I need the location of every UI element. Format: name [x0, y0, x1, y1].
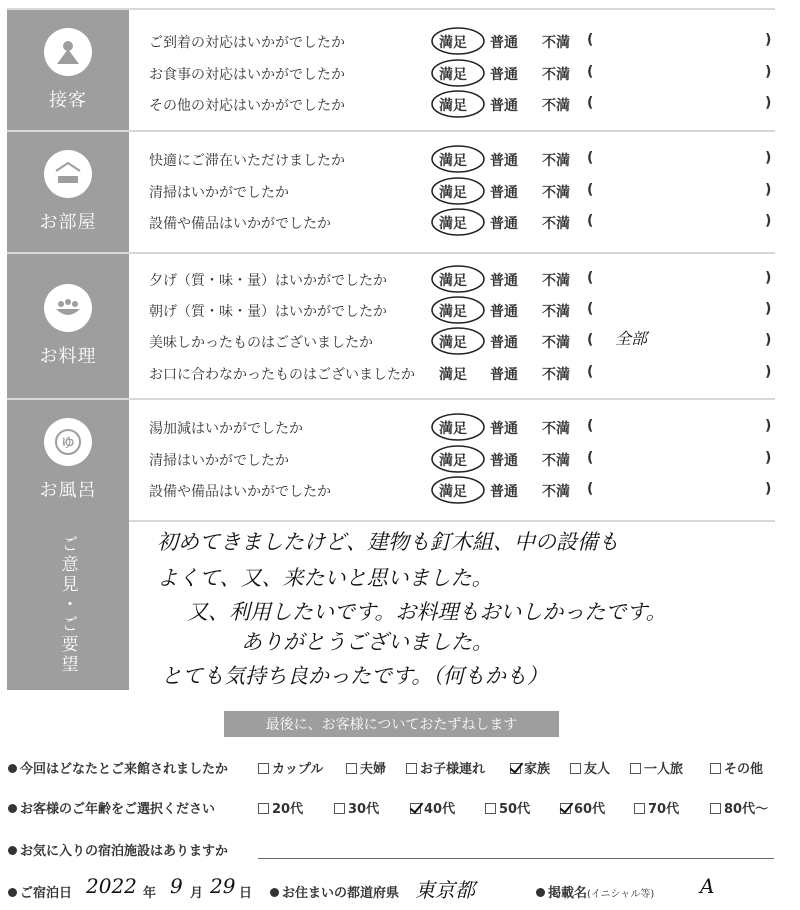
publish-label: 掲載名(イニシャル等) [536, 882, 654, 901]
day-unit: 日 [239, 886, 253, 901]
paren-right: ) [765, 418, 772, 434]
option-normal[interactable]: 普通 [490, 367, 518, 383]
question-text: 清掃はいかがでしたか [149, 185, 289, 201]
option-normal[interactable]: 普通 [490, 335, 518, 351]
option-satisfied[interactable]: 満足 [439, 64, 467, 84]
option-unsatisfied[interactable]: 不満 [542, 153, 570, 169]
section-food-label: お料理 [39, 346, 97, 367]
checkbox-checked-icon[interactable] [560, 803, 571, 814]
section-bath-label: お風呂 [39, 480, 97, 501]
option-unsatisfied[interactable]: 不満 [542, 98, 570, 114]
age-option-40s[interactable]: 40代 [410, 798, 455, 817]
paren-left: ( [587, 95, 594, 111]
checkbox-icon[interactable] [258, 763, 269, 774]
bullet-icon [536, 888, 545, 897]
paren-left: ( [587, 32, 594, 48]
paren-right: ) [765, 95, 772, 111]
option-unsatisfied[interactable]: 不満 [542, 304, 570, 320]
paren-left: ( [587, 481, 594, 497]
option-satisfied[interactable]: 満足 [439, 332, 467, 352]
visit-option-family[interactable]: 家族 [510, 758, 550, 777]
option-unsatisfied[interactable]: 不満 [542, 453, 570, 469]
question-text: お口に合わなかったものはございましたか [149, 367, 415, 383]
bullet-icon [8, 888, 17, 897]
bullet-icon [8, 804, 17, 813]
opinion-line: 初めてきましたけど、建物も釘木組、中の設備も [157, 530, 619, 554]
stay-day[interactable]: 29 [210, 874, 236, 898]
answer-circle [429, 206, 487, 238]
option-satisfied[interactable]: 満足 [439, 213, 467, 233]
bullet-icon [8, 764, 17, 773]
question-row [7, 418, 775, 442]
question-row [7, 364, 775, 388]
paren-left: ( [587, 270, 594, 286]
option-normal[interactable]: 普通 [490, 153, 518, 169]
answer-circle [429, 294, 487, 326]
paren-right: ) [765, 364, 772, 380]
answer-circle [429, 143, 487, 175]
option-unsatisfied[interactable]: 不満 [542, 421, 570, 437]
question-text: 快適にご滞在いただけましたか [149, 153, 345, 169]
month-unit: 月 [190, 886, 204, 901]
checkbox-icon[interactable] [258, 803, 269, 814]
option-unsatisfied[interactable]: 不満 [542, 216, 570, 232]
visit-option-friend[interactable]: 友人 [570, 758, 610, 777]
age-option-70s[interactable]: 70代 [634, 798, 679, 817]
age-question: お客様のご年齢をご選択ください [8, 798, 215, 817]
option-unsatisfied[interactable]: 不満 [542, 335, 570, 351]
checkbox-icon[interactable] [710, 803, 721, 814]
option-normal[interactable]: 普通 [490, 216, 518, 232]
option-satisfied[interactable]: 満足 [439, 418, 467, 438]
section-service-label: 接客 [49, 90, 87, 111]
question-row [7, 329, 775, 356]
answer-circle [429, 175, 487, 207]
bullet-icon [270, 888, 279, 897]
age-option-30s[interactable]: 30代 [334, 798, 379, 817]
question-text: 湯加減はいかがでしたか [149, 421, 303, 437]
option-satisfied[interactable]: 満足 [439, 182, 467, 202]
question-text: 夕げ（質・味・量）はいかがでしたか [149, 273, 387, 289]
option-normal[interactable]: 普通 [490, 35, 518, 51]
checkbox-icon[interactable] [334, 803, 345, 814]
visit-option-married[interactable]: 夫婦 [346, 758, 386, 777]
option-satisfied[interactable]: 満足 [439, 150, 467, 170]
paren-right: ) [765, 213, 772, 229]
publish-value[interactable]: A [700, 874, 715, 898]
paren-right: ) [765, 450, 772, 466]
answer-circle [429, 325, 487, 357]
answer-circle [429, 57, 487, 89]
option-normal[interactable]: 普通 [490, 421, 518, 437]
option-satisfied[interactable]: 満足 [439, 301, 467, 321]
question-row [7, 270, 775, 294]
opinion-side [7, 520, 129, 690]
paren-left: ( [587, 64, 594, 80]
paren-right: ) [765, 301, 772, 317]
checkbox-icon[interactable] [634, 803, 645, 814]
checkbox-icon[interactable] [570, 763, 581, 774]
age-option-80s[interactable]: 80代〜 [710, 798, 768, 817]
option-unsatisfied[interactable]: 不満 [542, 273, 570, 289]
opinion-label: ご意見・ご要望 [57, 535, 78, 675]
paren-left: ( [587, 182, 594, 198]
option-satisfied[interactable]: 満足 [439, 450, 467, 470]
option-unsatisfied[interactable]: 不満 [542, 35, 570, 51]
visit-option-couple[interactable]: カップル [258, 758, 323, 777]
option-satisfied[interactable]: 満足 [439, 481, 467, 501]
option-normal[interactable]: 普通 [490, 304, 518, 320]
paren-right: ) [765, 64, 772, 80]
checkbox-icon[interactable] [485, 803, 496, 814]
option-normal[interactable]: 普通 [490, 484, 518, 500]
age-option-60s[interactable]: 60代 [560, 798, 605, 817]
question-text: 美味しかったものはございましたか [149, 335, 373, 351]
option-satisfied[interactable]: 満足 [439, 32, 467, 52]
visit-option-other[interactable]: その他 [710, 758, 763, 777]
prefecture-value[interactable]: 東京都 [415, 878, 475, 902]
option-unsatisfied[interactable]: 不満 [542, 185, 570, 201]
paren-left: ( [587, 150, 594, 166]
paren-right: ) [765, 481, 772, 497]
question-row [7, 182, 775, 206]
paren-left: ( [587, 301, 594, 317]
section-room-label: お部屋 [39, 212, 97, 233]
answer-circle [429, 88, 487, 120]
answer-circle [429, 25, 487, 57]
question-row [7, 450, 775, 474]
checkbox-icon[interactable] [630, 763, 641, 774]
paren-left: ( [587, 213, 594, 229]
question-text: 朝げ（質・味・量）はいかがでしたか [149, 304, 387, 320]
visit-question: 今回はどなたとご来館されましたか [8, 758, 228, 777]
option-normal[interactable]: 普通 [490, 273, 518, 289]
answer-circle [429, 474, 487, 506]
paren-right: ) [765, 150, 772, 166]
checkbox-icon[interactable] [346, 763, 357, 774]
opinion-box[interactable] [129, 520, 775, 690]
paren-right: ) [765, 182, 772, 198]
stay-date-label: ご宿泊日 [8, 882, 72, 901]
question-row [7, 150, 775, 174]
question-row [7, 64, 775, 88]
option-normal[interactable]: 普通 [490, 98, 518, 114]
question-row [7, 32, 775, 56]
paren-right: ) [765, 270, 772, 286]
checkbox-icon[interactable] [710, 763, 721, 774]
question-text: お食事の対応はいかがでしたか [149, 67, 345, 83]
paren-right: ) [765, 332, 772, 348]
option-unsatisfied[interactable]: 不満 [542, 484, 570, 500]
year-unit: 年 [143, 886, 157, 901]
checkbox-icon[interactable] [406, 763, 417, 774]
answer-circle [429, 443, 487, 475]
paren-left: ( [587, 450, 594, 466]
paren-left: ( [587, 418, 594, 434]
svg-text:ゆ: ゆ [61, 436, 75, 451]
question-text: 設備や備品はいかがでしたか [149, 484, 331, 500]
paren-left: ( [587, 332, 594, 348]
question-text: その他の対応はいかがでしたか [149, 98, 345, 114]
question-row [7, 481, 775, 505]
section-food [7, 252, 775, 398]
section-bath [7, 398, 775, 520]
option-normal[interactable]: 普通 [490, 453, 518, 469]
option-unsatisfied[interactable]: 不満 [542, 67, 570, 83]
visit-option-solo[interactable]: 一人旅 [630, 758, 683, 777]
question-text: ご到着の対応はいかがでしたか [149, 35, 345, 51]
section-service [7, 8, 775, 130]
section-room [7, 130, 775, 252]
bullet-icon [8, 846, 17, 855]
question-text: 設備や備品はいかがでしたか [149, 216, 331, 232]
opinion-line: よくて、又、来たいと思いました。 [157, 566, 493, 590]
visit-option-children[interactable]: お子様連れ [406, 758, 485, 777]
option-satisfied[interactable]: 満足 [439, 95, 467, 115]
option-satisfied[interactable]: 満足 [439, 367, 467, 383]
paren-left: ( [587, 364, 594, 380]
option-normal[interactable]: 普通 [490, 185, 518, 201]
paren-right: ) [765, 32, 772, 48]
stay-year[interactable]: 2022 [86, 874, 137, 898]
question-text: 清掃はいかがでしたか [149, 453, 289, 469]
option-normal[interactable]: 普通 [490, 67, 518, 83]
question-row [7, 301, 775, 325]
question-row [7, 95, 775, 119]
option-satisfied[interactable]: 満足 [439, 270, 467, 290]
favorite-answer-line[interactable] [258, 858, 774, 859]
age-option-50s[interactable]: 50代 [485, 798, 530, 817]
option-unsatisfied[interactable]: 不満 [542, 367, 570, 383]
stay-month[interactable]: 9 [170, 874, 183, 898]
favorite-question: お気に入りの宿泊施設はありますか [8, 840, 228, 859]
question-row [7, 213, 775, 237]
answer-circle [429, 411, 487, 443]
opinion-line: 又、利用したいです。お料理もおいしかったです。 [187, 600, 667, 624]
opinion-line: ありがとうございました。 [241, 630, 493, 654]
checkbox-checked-icon[interactable] [510, 763, 521, 774]
answer-circle [429, 263, 487, 295]
customer-info-banner: 最後に、お客様についておたずねします [224, 711, 559, 737]
handwritten-note: 全部 [615, 329, 648, 348]
opinion-line: とても気持ち良かったです。（何もかも） [161, 664, 548, 688]
age-option-20s[interactable]: 20代 [258, 798, 303, 817]
prefecture-label: お住まいの都道府県 [270, 882, 399, 901]
checkbox-checked-icon[interactable] [410, 803, 421, 814]
